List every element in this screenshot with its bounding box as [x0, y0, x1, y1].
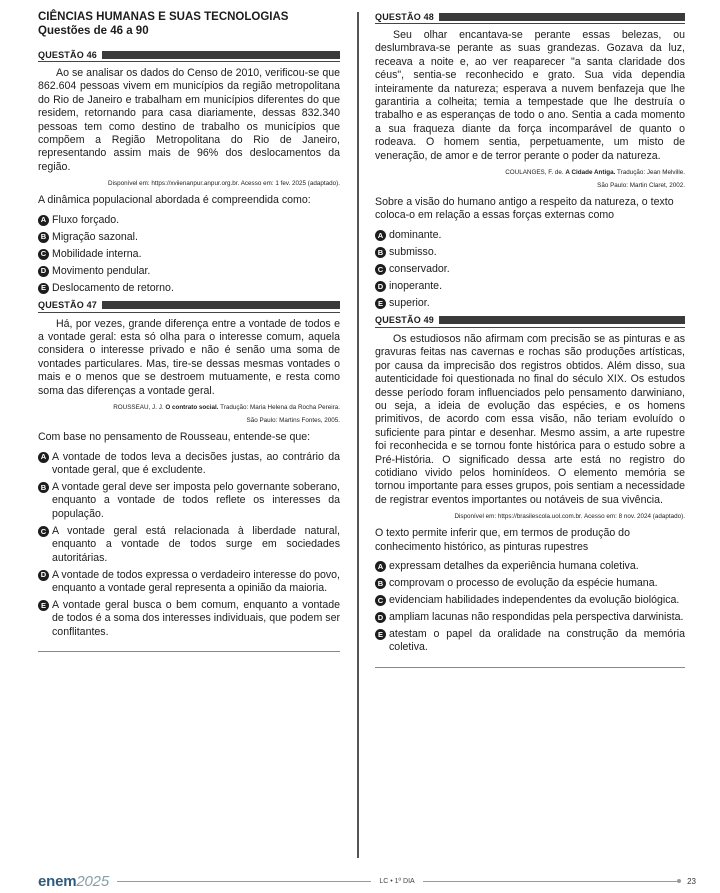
option-letter-badge: D — [375, 281, 386, 292]
footer-line-right — [423, 881, 677, 882]
right-column — [375, 10, 685, 668]
option-c[interactable] — [38, 525, 340, 565]
options-list — [375, 229, 685, 310]
options-list — [38, 214, 340, 295]
option-text: dominante. — [389, 228, 442, 241]
option-c[interactable] — [375, 263, 685, 276]
option-b[interactable] — [375, 246, 685, 259]
section-end-line — [38, 651, 340, 652]
option-text: Movimento pendular. — [52, 264, 151, 277]
source-citation — [38, 401, 340, 427]
option-text: comprovam o processo de evolução da espécie humana. — [389, 576, 658, 589]
option-text: evidenciam habilidades independentes da evolução biológica. — [389, 593, 680, 606]
question-47 — [38, 299, 340, 653]
option-letter-badge: A — [375, 561, 386, 572]
option-text: inoperante. — [389, 279, 443, 292]
option-letter-badge: E — [38, 283, 49, 294]
option-text: expressam detalhes da experiência humana coletiva. — [389, 559, 639, 572]
option-letter-badge: E — [375, 629, 386, 640]
option-text: conservador. — [389, 262, 450, 275]
source-title: A Cidade Antiga. — [565, 169, 616, 177]
question-stem: O texto permite inferir que, em termos de produção do conhecimento histórico, as pinturas rupestres — [375, 527, 630, 553]
option-a[interactable] — [375, 560, 685, 573]
page-number: 23 — [687, 876, 697, 886]
option-text: Migração sazonal. — [52, 230, 138, 243]
option-text: Fluxo forçado. — [52, 213, 120, 226]
option-e[interactable] — [38, 599, 340, 639]
question-text: Seu olhar encantava-se perante essas belezas, ou deslumbrava-se perante as suas grandezas. Gozava da luz, receava a noite e, ao ver reaparecer "a santa claridade dos céus", sentia-se reconhecido e grato. Sua vida dependia inteiramente da natureza; esperava a nuvem benfazeja que lhe garantiria a colheita; temia a tempestade que lhe destruía o trabalho e as esperanças de todo o ano. Sentia a cada momento a sua fraqueza diante da força incomparável de quanto o rodeava. O homem sentia, perpetuamente, um misto de veneração, de amor e de terror perante o poder da natureza. — [375, 29, 685, 162]
option-text: A vontade de todos leva a decisões justas, ao contrário da vontade geral, que é excludente. — [52, 450, 340, 476]
page-footer — [38, 872, 696, 890]
options-list — [38, 451, 340, 640]
logo-text: enem — [38, 872, 77, 890]
option-letter-badge: E — [375, 298, 386, 309]
area-title: CIÊNCIAS HUMANAS E SUAS TECNOLOGIAS — [38, 11, 289, 23]
option-letter-badge: A — [38, 452, 49, 463]
question-bar — [439, 316, 685, 324]
option-letter-badge: B — [375, 578, 386, 589]
source-citation — [375, 166, 685, 192]
option-text: Deslocamento de retorno. — [52, 281, 174, 294]
option-text: atestam o papel da oralidade na construção da memória coletiva. — [389, 627, 685, 654]
left-column — [38, 10, 340, 652]
footer-line-left — [117, 881, 371, 882]
option-letter-badge: C — [38, 526, 49, 537]
question-label: QUESTÃO 47 — [38, 300, 98, 311]
section-end-line — [375, 667, 685, 668]
question-label: QUESTÃO 46 — [38, 49, 98, 60]
options-list — [375, 560, 685, 655]
source-title: O contrato social. — [165, 404, 219, 412]
source-line2: São Paulo: Martin Claret, 2002. — [597, 182, 685, 190]
option-letter-badge: C — [375, 264, 386, 275]
option-a[interactable] — [375, 229, 685, 242]
option-a[interactable] — [38, 451, 340, 478]
question-bar — [102, 51, 340, 59]
option-d[interactable] — [38, 569, 340, 596]
option-a[interactable] — [38, 214, 340, 227]
option-letter-badge: D — [38, 266, 49, 277]
question-text: Há, por vezes, grande diferença entre a vontade de todos e a vontade geral: esta só olha para o interesse comum, aquela considera o interesse privado e não é senão uma soma de vontades particulares. Mas, tire-se dessas mesmas vontades o mais e o menos que se destroem mutuamente, e resta como soma das diferenças a vontade geral. — [38, 317, 340, 397]
source-author: ROUSSEAU, J. J. — [113, 404, 164, 412]
option-e[interactable] — [38, 282, 340, 295]
question-header — [38, 299, 340, 313]
question-bar — [102, 301, 340, 309]
option-letter-badge: C — [375, 595, 386, 606]
option-letter-badge: A — [38, 215, 49, 226]
option-letter-badge: B — [38, 482, 49, 493]
option-text: A vontade geral busca o bem comum, enquanto a vontade de todos é a soma dos interesses individuais, que podem ser conflitantes. — [52, 598, 340, 638]
question-header — [375, 314, 685, 328]
source-rest: Tradução: Maria Helena da Rocha Pereira. — [220, 404, 340, 412]
option-text: A vontade geral deve ser imposta pelo governante soberano, enquanto a vontade de todos reflete os interesses da população. — [52, 480, 340, 520]
option-d[interactable] — [375, 280, 685, 293]
questions-range: Questões de 46 a 90 — [38, 25, 149, 37]
option-d[interactable] — [375, 611, 685, 624]
question-text: Os estudiosos não afirmam com precisão se as pinturas e as gravuras feitas nas cavernas e rochas são produções artísticas, por causa da imprecisão dos registros obtidos. Além disso, sua autenticidade foi questionada no final do século XIX. Os estudos desse período foram influenciados pelo pensamento darwiniano, ou seja, a ideia de evolução das espécies, e os homens primitivos, de acordo com essa visão, não teriam evoluído o suficiente para pintar e desenhar. Mesmo assim, a arte rupestre foi reconhecida e se tornou fonte histórica para o estudo sobre a Pré-História. O significado dessa arte está no registro do cotidiano vivido pelos hominídeos. O elemento memória se tornou importante para esses grupos, pois sentiam a necessidade de registrar eventos importantes ou notáveis de sua vivência. — [375, 332, 685, 506]
footer-section: LC • 1º DIA — [379, 877, 415, 885]
column-divider — [357, 12, 359, 858]
logo-year: 2025 — [76, 872, 109, 890]
option-letter-badge: E — [38, 600, 49, 611]
option-c[interactable] — [375, 594, 685, 607]
source-author: COULANGES, F. de. — [505, 169, 564, 177]
option-d[interactable] — [38, 265, 340, 278]
option-b[interactable] — [375, 577, 685, 590]
question-stem: Com base no pensamento de Rousseau, entende-se que: — [38, 431, 311, 444]
option-text: superior. — [389, 296, 430, 309]
option-e[interactable] — [375, 628, 685, 655]
source-line2: São Paulo: Martins Fontes, 2005. — [246, 417, 340, 425]
option-text: submisso. — [389, 245, 437, 258]
question-label: QUESTÃO 48 — [375, 11, 435, 22]
option-c[interactable] — [38, 248, 340, 261]
question-46 — [38, 48, 340, 295]
question-bar — [439, 13, 685, 21]
question-stem: A dinâmica populacional abordada é compreendida como: — [38, 194, 311, 207]
option-letter-badge: A — [375, 230, 386, 241]
footer-dot — [677, 879, 681, 883]
enem-logo — [38, 873, 109, 890]
source-rest: Tradução: Jean Melville. — [616, 169, 685, 177]
option-text: A vontade geral está relacionada à liberdade natural, enquanto a vontade de todos surge em sociedades autoritárias. — [52, 524, 340, 564]
option-letter-badge: C — [38, 249, 49, 260]
option-b[interactable] — [38, 481, 340, 521]
source-citation: Disponível em: https://brasilescola.uol.com.br. Acesso em: 8 nov. 2024 (adaptado). — [454, 513, 685, 521]
question-48 — [375, 10, 685, 310]
option-letter-badge: B — [38, 232, 49, 243]
source-citation: Disponível em: https://xviienanpur.anpur.org.br. Acesso em: 1 fev. 2025 (adaptado). — [108, 180, 340, 188]
question-header — [38, 48, 340, 62]
option-text: A vontade de todos expressa o verdadeiro interesse do povo, enquanto a vontade geral representa a opinião da maioria. — [52, 568, 340, 594]
option-text: Mobilidade interna. — [52, 247, 142, 260]
question-49 — [375, 314, 685, 668]
question-text: Ao se analisar os dados do Censo de 2010, verificou-se que 862.604 pessoas vivem em municípios da região metropolitana do Rio de Janeiro e trabalham em municípios diferentes do que residem, retornando para casa diariamente, dessas 832.340 pessoas tem como destino de trabalho os municípios que compõem a Região Metropolitana do Rio de Janeiro, representando assim mais de 96% dos deslocamentos da região. — [38, 67, 340, 173]
option-text: ampliam lacunas não respondidas pela perspectiva darwinista. — [389, 610, 684, 623]
option-letter-badge: D — [375, 612, 386, 623]
option-letter-badge: D — [38, 570, 49, 581]
question-label: QUESTÃO 49 — [375, 315, 435, 326]
question-header — [375, 10, 685, 24]
option-e[interactable] — [375, 297, 685, 310]
option-letter-badge: B — [375, 247, 386, 258]
question-stem: Sobre a visão do humano antigo a respeito da natureza, o texto coloca-o em relação a essas forças externas como — [375, 196, 674, 222]
option-b[interactable] — [38, 231, 340, 244]
